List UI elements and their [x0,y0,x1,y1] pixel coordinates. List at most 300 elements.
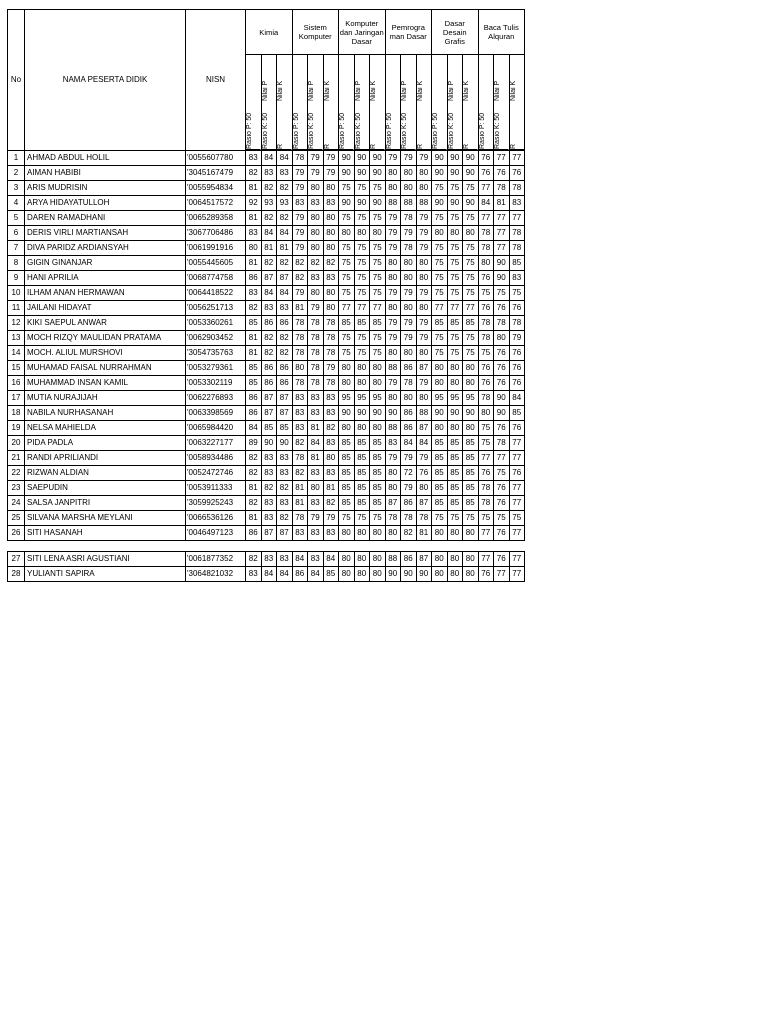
grade-cell: 84 [416,436,432,451]
student-name: SAEPUDIN [25,481,186,496]
student-nisn: '3054735763 [186,346,246,361]
grade-cell: 80 [370,567,386,582]
grade-cell: 85 [354,481,370,496]
grade-cell: 80 [416,346,432,361]
grade-cell: 85 [339,466,355,481]
grade-cell: 80 [447,552,463,567]
student-nisn: '0055954834 [186,181,246,196]
col-header-nisn: NISN [186,10,246,151]
grade-cell: 79 [416,331,432,346]
student-nisn: '0052472746 [186,466,246,481]
grade-cell: 82 [246,496,262,511]
sub-header-top: Nilai P [354,80,362,101]
grade-cell: 80 [494,331,510,346]
grade-cell: 85 [447,451,463,466]
grade-cell: 76 [509,166,525,181]
grade-cell: 80 [339,526,355,541]
grade-cell: 81 [323,481,339,496]
grade-cell: 80 [401,181,417,196]
grade-cell: 80 [323,211,339,226]
grade-cell: 83 [323,406,339,421]
grade-cell: 80 [463,226,479,241]
grade-cell: 79 [323,511,339,526]
grade-cell: 75 [463,286,479,301]
student-name: MUTIA NURAJIJAH [25,391,186,406]
grade-cell: 92 [246,196,262,211]
grade-cell: 79 [323,166,339,181]
grade-cell: 85 [277,421,293,436]
sub-header-ratio: Rasio P: 50 [293,101,308,150]
grade-cell: 93 [277,196,293,211]
grade-cell: 84 [277,567,293,582]
grade-cell: 80 [447,567,463,582]
grade-cell: 90 [385,406,401,421]
grade-cell: 85 [354,466,370,481]
grade-cell: 79 [385,376,401,391]
grade-cell: 78 [416,511,432,526]
grade-cell: 79 [416,316,432,331]
grade-cell: 90 [432,166,448,181]
student-nisn: '0058934486 [186,451,246,466]
grade-cell: 75 [432,286,448,301]
table-row [8,211,525,226]
grade-cell: 78 [494,181,510,196]
row-number: 16 [8,376,25,391]
grade-cell: 80 [246,241,262,256]
grade-cell: 85 [339,496,355,511]
row-number: 24 [8,496,25,511]
table-row [8,496,525,511]
grade-cell: 75 [432,241,448,256]
grade-cell: 90 [432,196,448,211]
grade-cell: 86 [246,391,262,406]
row-number: 19 [8,421,25,436]
student-name: NELSA MAHIELDA [25,421,186,436]
grade-cell: 87 [277,406,293,421]
grade-cell: 79 [385,211,401,226]
sub-header-ratio: Rasio P: 50 [339,101,354,150]
grade-cell: 78 [308,376,324,391]
grade-cell: 81 [308,451,324,466]
row-number: 2 [8,166,25,181]
grade-cell: 78 [323,376,339,391]
grade-cell: 78 [401,241,417,256]
grade-cell: 86 [401,361,417,376]
grade-cell: 77 [509,211,525,226]
grade-cell: 90 [463,166,479,181]
grade-cell: 83 [385,436,401,451]
sub-header-ratio: Rasio K: 50 [401,101,416,150]
grade-cell: 87 [416,421,432,436]
student-nisn: '0053279361 [186,361,246,376]
grade-cell: 85 [370,466,386,481]
grade-cell: 82 [246,451,262,466]
student-nisn: '0053360261 [186,316,246,331]
grade-cell: 82 [246,166,262,181]
grade-cell: 78 [478,331,494,346]
row-number: 20 [8,436,25,451]
grade-cell: 90 [277,436,293,451]
grade-cell: 84 [246,421,262,436]
grade-cell: 82 [246,301,262,316]
grade-cell: 85 [339,481,355,496]
grade-cell: 75 [370,181,386,196]
grade-cell: 82 [292,466,308,481]
grade-cell: 75 [478,421,494,436]
sub-header-top: Nilai K [323,80,331,101]
grade-cell: 75 [354,331,370,346]
grade-cell: 75 [447,271,463,286]
grade-cell: 79 [292,211,308,226]
student-name: ARIS MUDRISIN [25,181,186,196]
grade-cell: 75 [354,211,370,226]
grade-cell: 83 [277,451,293,466]
grade-cell: 84 [277,226,293,241]
grade-cell: 80 [416,166,432,181]
grade-cell: 90 [494,271,510,286]
grade-cell: 75 [339,286,355,301]
grade-cell: 83 [246,226,262,241]
grade-cell: 76 [494,376,510,391]
grade-cell: 83 [308,406,324,421]
grade-cell: 82 [277,181,293,196]
grade-cell: 80 [463,526,479,541]
grade-cell: 77 [509,436,525,451]
row-number: 26 [8,526,25,541]
grade-cell: 80 [447,361,463,376]
grade-cell: 87 [416,496,432,511]
grade-cell: 83 [292,526,308,541]
grade-cell: 80 [401,256,417,271]
grade-cell: 84 [308,567,324,582]
student-name: ILHAM ANAN HERMAWAN [25,286,186,301]
student-name: NABILA NURHASANAH [25,406,186,421]
grade-cell: 86 [246,271,262,286]
table-row [8,391,525,406]
table-row [8,466,525,481]
grade-cell: 83 [261,301,277,316]
grade-cell: 76 [509,376,525,391]
grade-cell: 75 [478,436,494,451]
sub-header-top: Nilai P [261,80,269,101]
grade-cell: 80 [385,181,401,196]
grade-cell: 80 [432,567,448,582]
table-row [8,196,525,211]
grade-cell: 83 [277,552,293,567]
grade-cell: 90 [432,151,448,166]
grade-cell: 86 [292,567,308,582]
grade-cell: 75 [370,211,386,226]
grade-cell: 79 [385,316,401,331]
grade-cell: 78 [494,436,510,451]
grade-cell: 85 [432,466,448,481]
grade-cell: 81 [292,301,308,316]
grade-cell: 83 [308,391,324,406]
grade-cell: 90 [354,196,370,211]
grade-cell: 87 [261,406,277,421]
grade-cell: 75 [447,256,463,271]
grade-cell: 81 [246,211,262,226]
grade-cell: 83 [308,466,324,481]
grade-cell: 90 [370,196,386,211]
grade-cell: 76 [509,466,525,481]
grade-cell: 77 [478,451,494,466]
subject-header: Pemrogra man Dasar [385,10,432,55]
grade-cell: 79 [308,511,324,526]
student-name: ARYA HIDAYATULLOH [25,196,186,211]
row-number: 10 [8,286,25,301]
grade-cell: 80 [370,552,386,567]
grade-cell: 80 [447,376,463,391]
sub-header-ratio: R [463,101,478,150]
sub-header-ratio: Rasio K: 50 [494,101,509,150]
grade-cell: 83 [261,511,277,526]
grade-cell: 85 [370,451,386,466]
header-row-subjects [8,10,525,55]
grade-cell: 76 [478,466,494,481]
grade-cell: 90 [447,166,463,181]
grade-cell: 78 [478,391,494,406]
grade-cell: 76 [478,301,494,316]
grade-cell: 75 [478,286,494,301]
grade-cell: 82 [323,256,339,271]
grade-cell: 79 [292,241,308,256]
grade-cell: 85 [261,421,277,436]
sub-header [478,55,494,151]
grade-cell: 79 [385,151,401,166]
sub-header-top: Nilai K [277,80,284,101]
grade-cell: 79 [416,286,432,301]
grade-cell: 90 [463,406,479,421]
grade-cell: 84 [401,436,417,451]
sub-header-top: Nilai P [494,80,501,101]
grade-cell: 75 [370,511,386,526]
grade-cell: 77 [509,526,525,541]
grade-cell: 83 [292,391,308,406]
grade-cell: 77 [494,151,510,166]
grade-cell: 85 [432,436,448,451]
grade-cell: 85 [370,436,386,451]
grade-cell: 80 [385,166,401,181]
grade-cell: 75 [339,271,355,286]
grade-cell: 80 [308,286,324,301]
grade-cell: 75 [370,331,386,346]
row-number: 12 [8,316,25,331]
row-number: 8 [8,256,25,271]
sub-header-ratio: R [370,101,385,150]
grade-cell: 76 [509,346,525,361]
grade-cell: 78 [292,331,308,346]
grade-cell: 79 [323,151,339,166]
grade-cell: 79 [509,331,525,346]
grade-cell: 76 [509,301,525,316]
sub-header-top: Nilai K [416,80,424,101]
sub-header-top: Nilai K [463,80,470,101]
table-row [8,346,525,361]
grade-cell: 85 [432,316,448,331]
row-number: 17 [8,391,25,406]
grade-cell: 79 [308,301,324,316]
grade-cell: 88 [416,196,432,211]
sub-header-ratio: R [510,101,525,150]
table-row [8,166,525,181]
grade-cell: 80 [370,526,386,541]
col-header-name: NAMA PESERTA DIDIK [25,10,186,151]
student-nisn: '0063398569 [186,406,246,421]
sub-header [246,55,262,151]
grade-cell: 80 [370,421,386,436]
grade-cell: 79 [292,286,308,301]
grade-cell: 79 [385,241,401,256]
grade-cell: 77 [494,211,510,226]
grade-cell: 80 [354,567,370,582]
grade-cell: 80 [447,421,463,436]
grade-cell: 85 [463,451,479,466]
grade-cell: 78 [308,331,324,346]
grade-cell: 77 [370,301,386,316]
table-row [8,151,525,166]
table-row [8,552,525,567]
grade-cell: 80 [385,526,401,541]
grade-cell: 83 [323,526,339,541]
student-name: RIZWAN ALDIAN [25,466,186,481]
grade-cell: 86 [261,361,277,376]
student-name: MOCH RIZQY MAULIDAN PRATAMA [25,331,186,346]
grade-cell: 82 [308,256,324,271]
grade-cell: 80 [432,526,448,541]
grade-cell: 79 [323,361,339,376]
row-number: 13 [8,331,25,346]
grade-cell: 75 [339,331,355,346]
grade-cell: 75 [354,346,370,361]
grade-cell: 82 [401,526,417,541]
student-nisn: '0068774758 [186,271,246,286]
sub-header [447,55,463,151]
grade-cell: 75 [463,271,479,286]
grade-cell: 76 [494,346,510,361]
grade-cell: 82 [246,466,262,481]
student-nisn: '0064418522 [186,286,246,301]
grade-cell: 81 [246,256,262,271]
grade-cell: 79 [401,481,417,496]
grade-cell: 87 [261,526,277,541]
sub-header-ratio: R [277,101,292,150]
grade-cell: 85 [432,496,448,511]
student-name: PIDA PADLA [25,436,186,451]
grade-cell: 80 [385,481,401,496]
table-row [8,406,525,421]
grade-cell: 78 [292,511,308,526]
grade-cell: 81 [246,481,262,496]
grade-cell: 80 [323,241,339,256]
grade-cell: 80 [385,391,401,406]
grade-cell: 78 [308,361,324,376]
grade-cell: 75 [509,511,525,526]
grade-cell: 75 [463,511,479,526]
grade-cell: 85 [432,481,448,496]
grade-cell: 83 [277,496,293,511]
grade-cell: 75 [432,511,448,526]
grade-cell: 80 [323,301,339,316]
grade-cell: 80 [463,421,479,436]
table-row [8,526,525,541]
grade-cell: 77 [463,301,479,316]
grade-cell: 75 [432,331,448,346]
subject-header: Dasar Desain Grafis [432,10,479,55]
grade-cell: 75 [509,286,525,301]
table-row [8,316,525,331]
sub-header [261,55,277,151]
grade-cell: 81 [261,241,277,256]
grade-cell: 77 [478,181,494,196]
grade-cell: 75 [447,346,463,361]
grade-cell: 75 [370,271,386,286]
grade-cell: 80 [370,226,386,241]
sub-header-top [479,67,494,101]
sub-header [401,55,417,151]
grade-cell: 86 [401,496,417,511]
student-nisn: '0056251713 [186,301,246,316]
grade-cell: 95 [370,391,386,406]
grade-cell: 86 [277,361,293,376]
grade-cell: 80 [339,421,355,436]
grade-cell: 80 [432,376,448,391]
grade-cell: 82 [323,496,339,511]
grade-cell: 79 [416,151,432,166]
grade-cell: 80 [354,552,370,567]
grade-cell: 80 [416,391,432,406]
grade-cell: 75 [339,241,355,256]
grade-cell: 80 [463,567,479,582]
grade-cell: 78 [509,226,525,241]
grade-cell: 79 [416,226,432,241]
grade-cell: 86 [277,316,293,331]
grade-cell: 75 [354,241,370,256]
row-number: 5 [8,211,25,226]
sub-header-top: Nilai P [308,80,315,101]
grade-cell: 77 [509,567,525,582]
grade-cell: 83 [308,271,324,286]
row-number: 28 [8,567,25,582]
grades-table [7,9,525,541]
grade-cell: 79 [416,241,432,256]
grade-cell: 85 [354,496,370,511]
grade-cell: 90 [354,166,370,181]
grade-cell: 77 [339,301,355,316]
sub-header-ratio: Rasio K: 50 [355,101,370,150]
student-name: SITI HASANAH [25,526,186,541]
student-nisn: '0061877352 [186,552,246,567]
col-header-no: No [8,10,25,151]
grade-cell: 77 [509,451,525,466]
grade-cell: 81 [246,511,262,526]
table-row [8,511,525,526]
grade-cell: 75 [354,286,370,301]
row-number: 4 [8,196,25,211]
row-number: 15 [8,361,25,376]
extra-grades-table [7,551,525,582]
grade-cell: 90 [494,406,510,421]
extra-student-rows [8,552,525,582]
grade-cell: 90 [432,406,448,421]
sub-header-top: Nilai P [447,80,455,101]
sub-header [354,55,370,151]
grade-cell: 79 [385,226,401,241]
grade-cell: 85 [323,567,339,582]
grade-cell: 75 [339,511,355,526]
grade-cell: 80 [354,526,370,541]
sub-header-top [246,67,261,101]
